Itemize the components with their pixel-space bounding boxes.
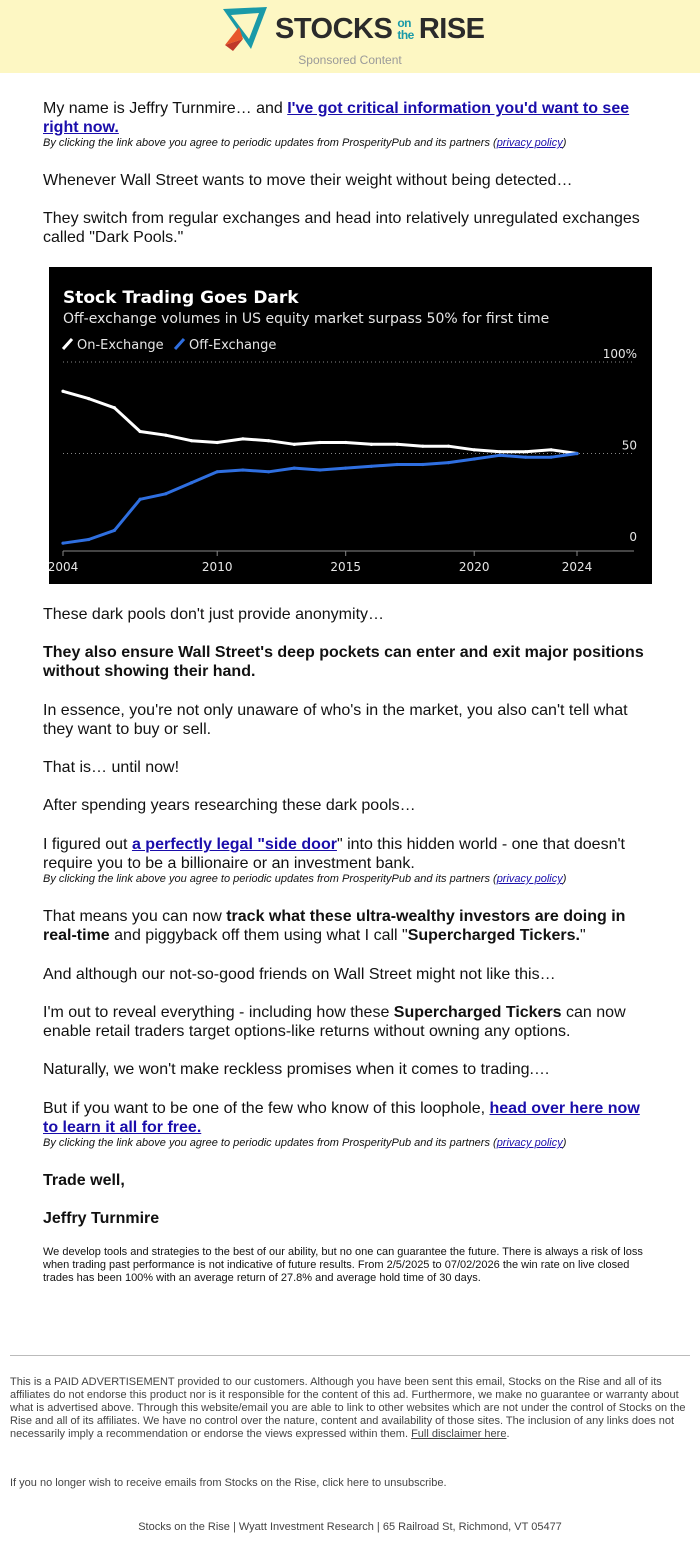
- series-1-point-3: [139, 498, 142, 501]
- signoff: Trade well,: [43, 1172, 125, 1189]
- consent-note: [43, 137, 653, 150]
- intro-block: [43, 99, 653, 150]
- series-1-point-13: [396, 463, 399, 466]
- paid-ad-notice: [10, 1376, 690, 1441]
- series-1-point-20: [575, 452, 578, 455]
- series-1-point-11: [344, 467, 347, 470]
- footer-address: Stocks on the Rise | Wyatt Investment Research | 65 Railroad St, Richmond, VT 05477: [138, 1521, 562, 1533]
- legend-label-0: On-Exchange: [77, 338, 164, 353]
- unsubscribe-notice[interactable]: If you no longer wish to receive emails from Stocks on the Rise, click here to unsubscribe.: [10, 1477, 447, 1489]
- consent-close: ): [562, 137, 567, 149]
- sponsored-label: Sponsored Content: [298, 53, 402, 67]
- track-prefix: That means you can now: [43, 908, 227, 925]
- series-0-point-10: [318, 441, 321, 444]
- friends-paragraph: And although our not-so-good friends on Wall Street might not like this…: [43, 966, 556, 983]
- paid-ad-period: .: [506, 1428, 510, 1440]
- intro-paragraph: [43, 99, 653, 137]
- series-0-point-0: [61, 390, 64, 393]
- loophole-paragraph: [43, 1099, 653, 1137]
- legend-swatch-0: [63, 339, 72, 349]
- x-tick-3: 2020: [458, 560, 490, 574]
- full-disclaimer-link[interactable]: Full disclaimer here: [411, 1428, 507, 1440]
- series-1-point-14: [421, 463, 424, 466]
- intro-text: My name is Jeffry Turnmire… and: [43, 100, 288, 117]
- footer-divider: [10, 1355, 690, 1356]
- consent-text: By clicking the link above you agree to periodic updates from ProsperityPub and its partners (: [43, 137, 497, 149]
- series-0-point-4: [164, 434, 167, 437]
- loophole-prefix: But if you want to be one of the few who know of this loophole,: [43, 1100, 490, 1117]
- brand-logo[interactable]: [221, 4, 485, 54]
- positions-paragraph: They also ensure Wall Street's deep pockets can enter and exit major positions without showing their hand.: [43, 644, 644, 680]
- series-0-point-3: [139, 430, 142, 433]
- series-0-point-15: [447, 445, 450, 448]
- track-paragraph: [43, 907, 653, 945]
- privacy-policy-link-2[interactable]: privacy policy: [496, 873, 563, 885]
- privacy-policy-link-3[interactable]: privacy policy: [496, 1137, 563, 1149]
- series-1-point-2: [113, 529, 116, 532]
- essence-paragraph: In essence, you're not only unaware of who's in the market, you also can't tell what they want to buy or sell.: [43, 702, 628, 738]
- series-1-point-4: [164, 492, 167, 495]
- series-0-point-5: [190, 439, 193, 442]
- reveal-bold: Supercharged Tickers: [393, 1004, 562, 1021]
- series-1-point-17: [498, 454, 501, 457]
- reveal-suffix: can now enable retail traders target options-like returns without owning any options.: [43, 1004, 626, 1040]
- x-tick-0: 2004: [49, 560, 79, 574]
- anonymity-paragraph: These dark pools don't just provide anonymity…: [43, 606, 385, 623]
- learn-free-link[interactable]: head over here now to learn it all for free.: [43, 1100, 640, 1136]
- legend-swatch-1: [175, 339, 184, 349]
- sidedoor-paragraph: [43, 835, 653, 873]
- side-door-link[interactable]: a perfectly legal "side door: [131, 836, 337, 853]
- dark-pools-chart: [49, 267, 652, 584]
- series-0-point-14: [421, 445, 424, 448]
- brand-the: the: [397, 28, 414, 42]
- brand-stocks: STOCKS: [275, 12, 393, 45]
- y-tick-1: 50: [621, 438, 637, 453]
- x-tick-4: 2024: [561, 560, 593, 574]
- series-0-point-18: [524, 450, 527, 453]
- series-1-point-12: [370, 465, 373, 468]
- reveal-prefix: I'm out to reveal everything - including how these: [43, 1004, 394, 1021]
- series-line-0: [63, 391, 577, 453]
- supercharged-tickers-bold: Supercharged Tickers.: [407, 927, 580, 944]
- sidedoor-block: [43, 835, 653, 886]
- brand-logo-icon: [221, 5, 269, 53]
- brand-rise: RISE: [418, 12, 485, 45]
- series-1-point-9: [293, 467, 296, 470]
- series-0-point-8: [267, 439, 270, 442]
- series-1-point-6: [216, 470, 219, 473]
- track-bold: track what these ultra-wealthy investors are doing in real-time: [43, 908, 626, 944]
- series-1-point-10: [318, 468, 321, 471]
- consent-text-2: By clicking the link above you agree to periodic updates from ProsperityPub and its partners (: [43, 873, 497, 885]
- reveal-paragraph: [43, 1003, 653, 1041]
- series-1-point-1: [87, 538, 90, 541]
- consent-note-3: [43, 1137, 653, 1150]
- series-0-point-7: [241, 437, 244, 440]
- legend-label-1: Off-Exchange: [189, 338, 277, 353]
- switch-paragraph: They switch from regular exchanges and head into relatively unregulated exchanges called "Dark Pools.": [43, 210, 640, 246]
- track-suffix: ": [579, 927, 586, 944]
- series-0-point-16: [473, 448, 476, 451]
- chart-title: Stock Trading Goes Dark: [63, 288, 299, 308]
- series-0-point-6: [216, 441, 219, 444]
- loophole-block: [43, 1099, 653, 1150]
- series-0-point-9: [293, 443, 296, 446]
- x-tick-2: 2015: [330, 560, 361, 574]
- consent-close-2: ): [562, 873, 567, 885]
- chart-svg: [49, 267, 652, 584]
- until-paragraph: That is… until now!: [43, 759, 180, 776]
- email-header: [0, 0, 700, 73]
- performance-disclaimer: We develop tools and strategies to the best of our ability, but no one can guarantee the future. There is always a risk of loss when trading past performance is not indicative of future results. From 2/5/2025 to 07/02/2026 the win rate on live closed trades has been 100% with an average return of 27.8% and average hold time of 30 days.: [43, 1246, 643, 1284]
- series-1-point-16: [473, 457, 476, 460]
- paid-ad-text: This is a PAID ADVERTISEMENT provided to our customers. Although you have been sent this email, Stocks on the Rise and all of its affiliates do not endorse this product nor is it responsible for the content of this ad. Furthermore, we make no guarantee or warranty about what is advertised above. Through this website/email you are able to link to other websites which are not under the control of Stocks on the Rise and all of its affiliates. We have no control over the nature, content and availability of those sites. The inclusion of any links does not necessarily imply a recommendation or endorse the views expressed within them.: [10, 1376, 686, 1440]
- series-0-point-19: [550, 448, 553, 451]
- series-1-point-8: [267, 470, 270, 473]
- series-0-point-17: [498, 450, 501, 453]
- wallstreet-paragraph: Whenever Wall Street wants to move their weight without being detected…: [43, 172, 573, 189]
- sidedoor-prefix: I figured out: [43, 836, 132, 853]
- series-0-point-2: [113, 406, 116, 409]
- y-tick-2: 100%: [602, 347, 637, 361]
- series-1-point-15: [447, 461, 450, 464]
- consent-close-3: ): [562, 1137, 567, 1149]
- series-0-point-1: [87, 397, 90, 400]
- signature: Jeffry Turnmire: [43, 1210, 160, 1227]
- track-middle: and piggyback off them using what I call ": [109, 927, 408, 944]
- series-1-point-18: [524, 456, 527, 459]
- naturally-paragraph: Naturally, we won't make reckless promises when it comes to trading.…: [43, 1061, 550, 1078]
- sidedoor-suffix: " into this hidden world - one that doesn't require you to be a billionaire or an investment bank.: [43, 836, 625, 872]
- privacy-policy-link[interactable]: privacy policy: [496, 137, 563, 149]
- critical-info-link[interactable]: I've got critical information you'd want to see right now.: [43, 100, 630, 136]
- x-tick-1: 2010: [201, 560, 233, 574]
- brand-on: on: [397, 16, 411, 30]
- consent-note-2: [43, 873, 653, 886]
- series-0-point-13: [396, 443, 399, 446]
- series-1-point-0: [61, 542, 64, 545]
- series-1-point-7: [241, 468, 244, 471]
- series-0-point-11: [344, 441, 347, 444]
- series-0-point-12: [370, 443, 373, 446]
- chart-subtitle: Off-exchange volumes in US equity market surpass 50% for first time: [63, 311, 550, 327]
- series-1-point-19: [550, 456, 553, 459]
- consent-text-3: By clicking the link above you agree to periodic updates from ProsperityPub and its partners (: [43, 1137, 497, 1149]
- after-paragraph: After spending years researching these dark pools…: [43, 797, 416, 814]
- series-1-point-5: [190, 481, 193, 484]
- y-tick-0: 0: [629, 530, 637, 544]
